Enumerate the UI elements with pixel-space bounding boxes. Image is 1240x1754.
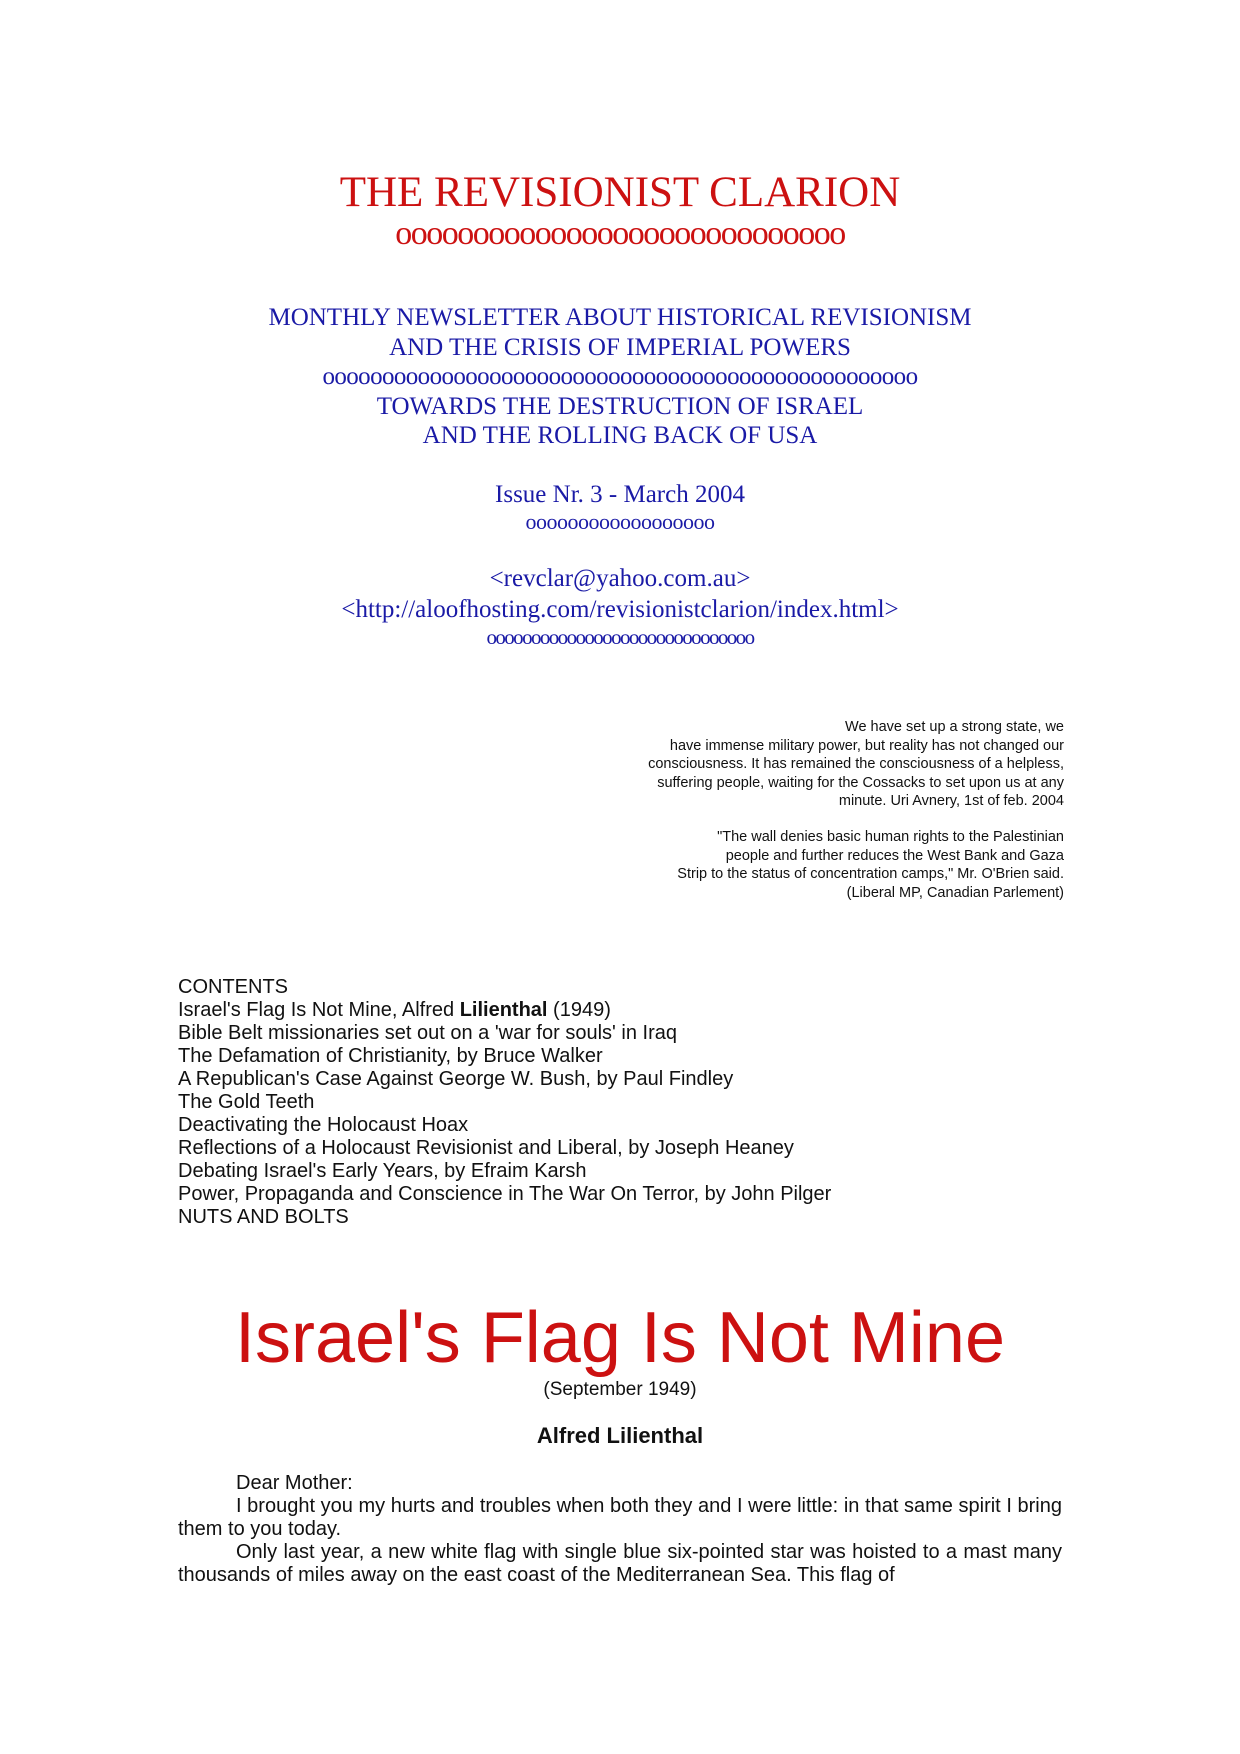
contact-ornament-rule: oooooooooooooooooooooooooooooo — [486, 625, 754, 649]
contents-item-author-bold: Lilienthal — [459, 999, 548, 1021]
contents-heading: CONTENTS — [178, 976, 288, 998]
quote-line: "The wall denies basic human rights to the Palestinian — [717, 829, 1064, 845]
subtitle-line: AND THE ROLLING BACK OF USA — [422, 422, 818, 449]
article-author: Alfred Lilienthal — [536, 1423, 704, 1448]
contents-item-text: (1949) — [547, 999, 611, 1021]
quote-line: have immense military power, but reality has not changed our — [669, 737, 1064, 754]
quote-line: We have set up a strong state, we — [845, 719, 1064, 735]
subtitle-line: AND THE CRISIS OF IMPERIAL POWERS — [389, 333, 851, 361]
contents-item: Bible Belt missionaries set out on a 'war for souls' in Iraq — [178, 1022, 677, 1044]
quote-line: (Liberal MP, Canadian Parlement) — [846, 884, 1064, 901]
article-date: (September 1949) — [543, 1379, 697, 1400]
contact-info — [0, 563, 1240, 649]
quote-line: minute. Uri Avnery, 1st of feb. 2004 — [838, 793, 1064, 809]
subtitle-line: TOWARDS THE DESTRUCTION OF ISRAEL — [376, 392, 864, 420]
contents-item: Deactivating the Holocaust Hoax — [178, 1114, 469, 1136]
contact-email[interactable]: <revclar@yahoo.com.au> — [489, 565, 751, 592]
contents-item: The Defamation of Christianity, by Bruce Walker — [178, 1045, 603, 1067]
masthead-title: THE REVISIONIST CLARION — [339, 169, 901, 216]
issue-info — [0, 480, 1240, 534]
newsletter-subtitle — [0, 303, 1240, 451]
article-salutation: Dear Mother: — [236, 1472, 353, 1494]
contact-url[interactable]: <http://aloofhosting.com/revisionistclarion/index.html> — [341, 596, 899, 623]
table-of-contents — [178, 976, 1078, 1229]
article-body — [178, 1472, 1062, 1587]
quote-line: people and further reduces the West Bank and Gaza — [725, 847, 1064, 864]
issue-ornament-rule: oooooooooooooooooo — [525, 509, 715, 534]
contents-item-text: Israel's Flag Is Not Mine, Alfred — [178, 999, 460, 1021]
contents-item — [178, 999, 1078, 1022]
contents-item: Debating Israel's Early Years, by Efraim Karsh — [178, 1160, 587, 1182]
contents-item: Power, Propaganda and Conscience in The War On Terror, by John Pilger — [178, 1183, 832, 1205]
article-paragraph: Only last year, a new white flag with single blue six-pointed star was hoisted to a mast many thousands of miles away on the east coast of the Mediterranean Sea. This flag of — [178, 1541, 1062, 1586]
quote-line: suffering people, waiting for the Cossacks to set upon us at any — [657, 774, 1064, 791]
quote-line: consciousness. It has remained the consciousness of a helpless, — [648, 756, 1064, 772]
contents-item: Reflections of a Holocaust Revisionist and Liberal, by Joseph Heaney — [178, 1137, 794, 1159]
epigraph-quote — [504, 828, 1064, 902]
subtitle-line: MONTHLY NEWSLETTER ABOUT HISTORICAL REVISIONISM — [268, 304, 972, 331]
article-paragraph: I brought you my hurts and troubles when both they and I were little: in that same spirit I bring them to you today. — [178, 1495, 1062, 1540]
contents-item: The Gold Teeth — [178, 1091, 315, 1113]
subtitle-ornament-rule: oooooooooooooooooooooooooooooooooooooooooooooooooo — [322, 363, 918, 390]
issue-label: Issue Nr. 3 - March 2004 — [495, 481, 745, 508]
quote-line: Strip to the status of concentration camps," Mr. O'Brien said. — [677, 866, 1064, 882]
contents-item: NUTS AND BOLTS — [178, 1206, 349, 1228]
contents-item: A Republican's Case Against George W. Bush, by Paul Findley — [178, 1068, 734, 1090]
article-title: Israel's Flag Is Not Mine — [235, 1298, 1005, 1378]
masthead-ornament-rule: ooooooooooooooooooooooooooooo — [395, 215, 845, 252]
epigraph-quote — [504, 718, 1064, 811]
